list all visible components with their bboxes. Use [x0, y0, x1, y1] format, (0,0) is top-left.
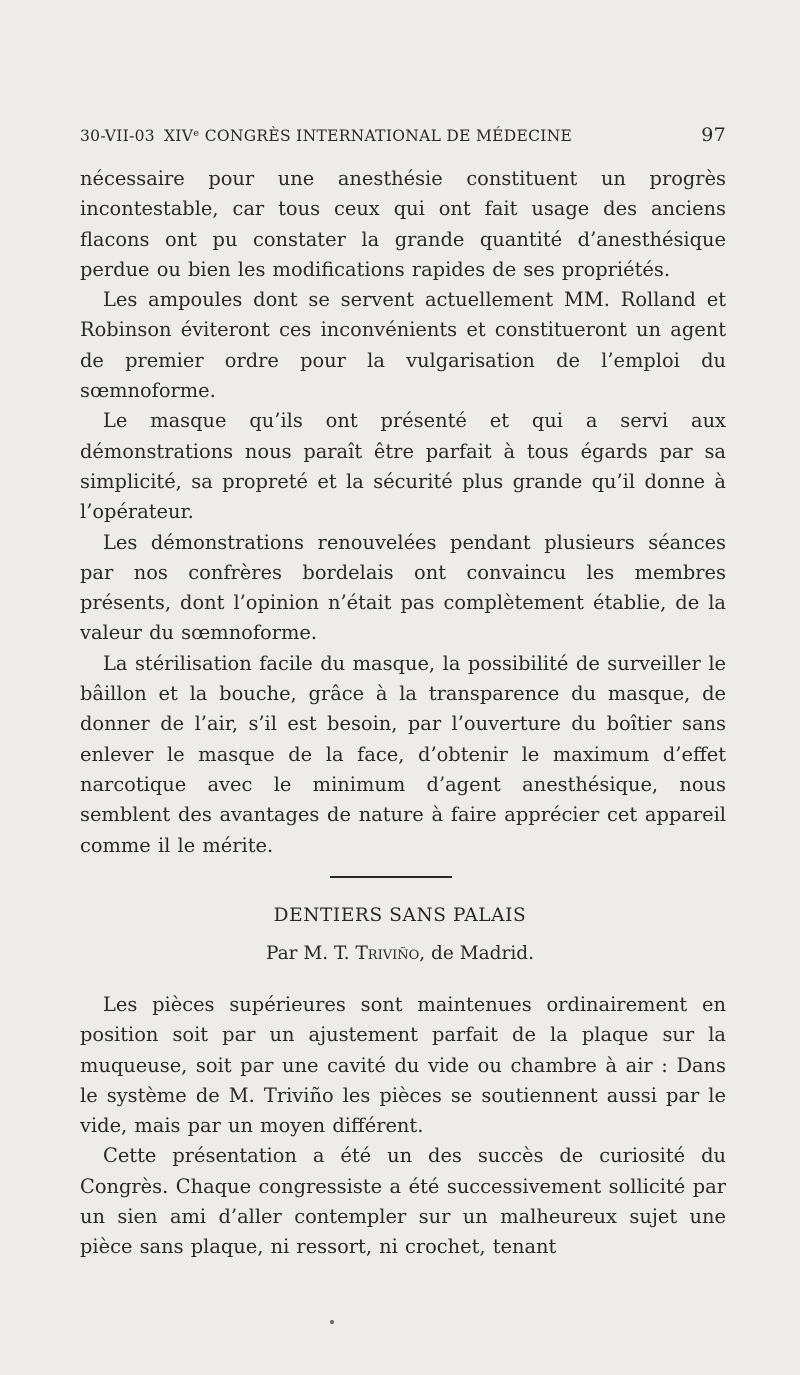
section-title: DENTIERS SANS PALAIS	[273, 905, 527, 926]
paragraph-6: Les pièces supérieures sont maintenues ordinairement en position soit par un ajustement parfait de la plaque sur la muqueuse, soit par une cavité du vide ou chambre à air : Dans le système de M. Triviño les pièces se soutiennent aussi par le vide, mais par un moyen différent.	[80, 993, 726, 1138]
byline-author: Triviño	[355, 943, 420, 964]
header-title: XIVᵉ CONGRÈS INTERNATIONAL DE MÉDECINE	[163, 127, 573, 145]
page-number: 97	[701, 124, 726, 146]
paragraph-2: Les ampoules dont se servent actuellement MM. Rolland et Robinson éviteront ces inconvénients et constitueront un agent de premier ordre pour la vulgarisation de l’emploi du sœmnoforme.	[80, 288, 726, 403]
paper-speck	[330, 1320, 334, 1324]
paragraph-5: La stérilisation facile du masque, la possibilité de surveiller le bâillon et la bouche, grâce à la transparence du masque, de donner de l’air, s’il est besoin, par l’ouverture du boîtier sans enlever le masque de la face, d’obtenir le maximum d’effet narcotique avec le minimum d’agent anesthésique, nous semblent des avantages de nature à faire apprécier cet appareil comme il le mérite.	[80, 651, 726, 857]
running-header	[80, 124, 726, 146]
section-byline	[0, 943, 800, 964]
article-continuation	[80, 164, 726, 861]
paragraph-4: Les démonstrations renouvelées pendant plusieurs séances par nos confrères bordelais ont convaincu les membres présents, dont l’opinion n’était pas complètement établie, de la valeur du sœmnoforme.	[80, 530, 726, 645]
header-date: 30-VII-03	[80, 127, 155, 145]
section-body	[80, 990, 726, 1263]
byline-prefix: Par M. T.	[265, 943, 356, 964]
byline-suffix: , de Madrid.	[419, 943, 535, 964]
paragraph-1: nécessaire pour une anesthésie constituent un progrès incontestable, car tous ceux qui ont fait usage des anciens flacons ont pu constater la grande quantité d’anesthésique perdue ou bien les modifications rapides de ses propriétés.	[80, 167, 726, 281]
paragraph-7: Cette présentation a été un des succès de curiosité du Congrès. Chaque congressiste a été successivement sollicité par un sien ami d’aller contempler sur un malheureux sujet une pièce sans plaque, ni ressort, ni crochet, tenant	[80, 1144, 726, 1259]
section-divider	[330, 876, 452, 878]
paragraph-3: Le masque qu’ils ont présenté et qui a servi aux démonstrations nous paraît être parfait à tous égards par sa simplicité, sa propreté et la sécurité plus grande qu’il donne à l’opérateur.	[80, 409, 726, 524]
